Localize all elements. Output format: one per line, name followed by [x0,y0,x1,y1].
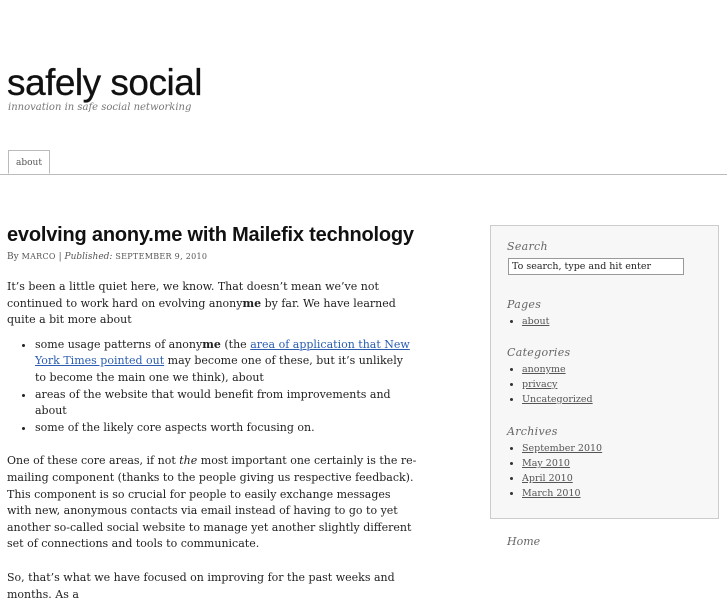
list-item: • areas of the website that would benefit from improvements and about [35,387,417,420]
page-link-about[interactable]: about [522,316,550,327]
post-author[interactable]: MARCO [21,252,56,261]
paragraph-core-areas: One of these core areas, if not the most important one certainly is the re-mailing component (thanks to the people giving us respective feedback). This component is so crucial for people to easily exchange messages with new, anonymous contacts via email instead of having to go to yet another so-called social website to manage yet another slightly different set of connections and tools to communicate. [7,454,417,551]
list-item [522,441,602,456]
list-item [522,377,593,392]
list-item [522,362,593,377]
pages-list [507,314,549,329]
paragraph-intro: It’s been a little quiet here, we know. That doesn’t mean we’ve not continued to work hard on evolving anonyme by far. We have learned quite a bit more about [7,280,396,327]
category-link-anonyme[interactable]: anonyme [522,364,566,375]
nyt-article-link[interactable]: area of application that New York Times pointed out [35,337,410,368]
search-input[interactable] [508,258,684,275]
archives-heading: Archives [507,425,558,438]
byline-separator: | [58,252,62,262]
list-item [522,486,602,501]
list-item [522,392,593,407]
categories-heading: Categories [507,346,571,359]
search-heading: Search [507,240,548,253]
post [7,222,417,603]
post-byline [7,251,417,263]
site-title[interactable]: safely social [7,62,203,103]
archives-list [507,441,602,501]
post-bullet-list [7,337,417,437]
category-link-uncategorized[interactable]: Uncategorized [522,394,593,405]
sidebar [490,225,719,519]
published-label: Published: [64,252,113,262]
archive-link-march-2010[interactable]: March 2010 [522,488,581,499]
list-item: • some usage patterns of anonyme (the area of application that New York Times pointed out may become one of these, but it’s unlikely to become the main one we think), about [35,337,417,387]
archive-link-april-2010[interactable]: April 2010 [522,473,573,484]
list-item [522,314,549,329]
post-title[interactable]: evolving anony.me with Mailefix technology [7,224,414,246]
archive-link-september-2010[interactable]: September 2010 [522,443,603,454]
list-item [522,471,602,486]
byline-by: By [7,252,19,262]
list-item [522,456,602,471]
category-link-privacy[interactable]: privacy [522,379,558,390]
nav-divider [0,174,727,175]
paragraph-focus: So, that’s what we have focused on improving for the past weeks and months. As a [7,570,395,601]
pages-heading: Pages [507,298,542,311]
list-item: • some of the likely core aspects worth focusing on. [35,420,417,437]
home-heading: Home [507,535,541,548]
categories-list [507,362,593,407]
site-tagline: innovation in safe social networking [8,102,192,113]
post-content [7,279,417,603]
archive-link-may-2010[interactable]: May 2010 [522,458,570,469]
post-date: SEPTEMBER 9, 2010 [115,252,208,261]
nav-tab-about[interactable]: about [8,150,50,174]
